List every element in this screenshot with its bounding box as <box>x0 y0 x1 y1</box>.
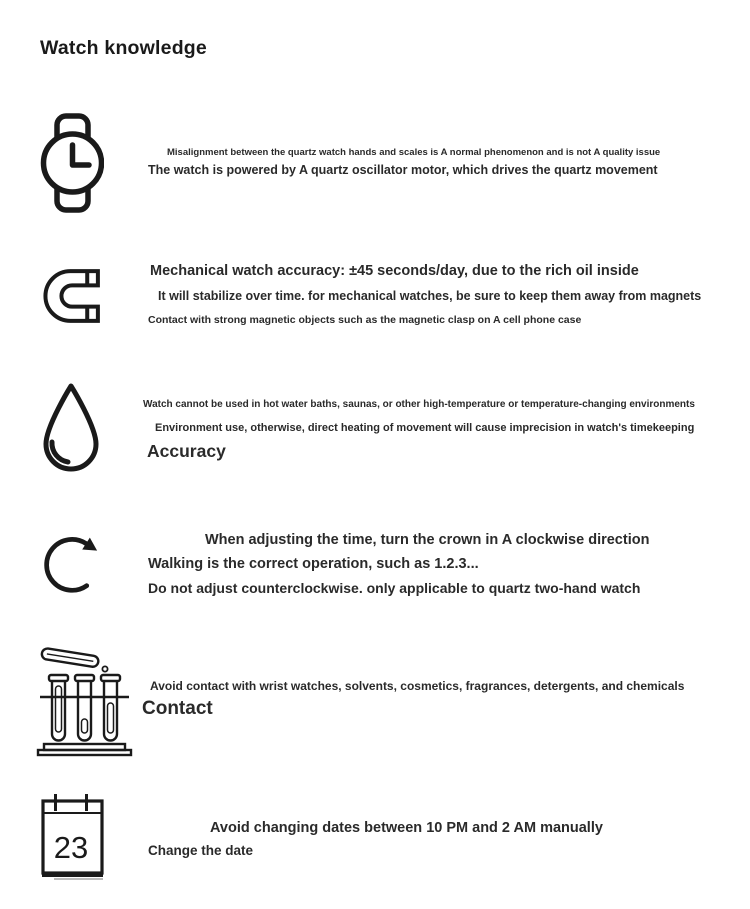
date-change-note: Avoid changing dates between 10 PM and 2 AM manually <box>210 820 603 836</box>
page-title: Watch knowledge <box>40 37 207 59</box>
date-change-heading: Change the date <box>148 843 254 858</box>
magnet-note-main: Mechanical watch accuracy: ±45 seconds/day, due to the rich oil inside <box>150 263 639 279</box>
contact-heading: Contact <box>142 698 213 719</box>
temperature-note-small: Watch cannot be used in hot water baths, saunas, or other high-temperature or temperature-changing environments <box>143 399 695 410</box>
magnet-icon <box>41 263 105 329</box>
adjust-note-warning: Do not adjust counterclockwise. only applicable to quartz two-hand watch <box>148 580 641 596</box>
quartz-note-small: Misalignment between the quartz watch hands and scales is A normal phenomenon and is not A quality issue <box>167 147 661 158</box>
adjust-note-secondary: Walking is the correct operation, such as 1.2.3... <box>148 556 479 572</box>
test-tubes-icon <box>36 641 134 759</box>
accuracy-heading: Accuracy <box>147 441 226 461</box>
water-drop-icon <box>38 381 104 477</box>
calendar-day-number: 23 <box>53 830 89 865</box>
temperature-note-secondary: Environment use, otherwise, direct heating of movement will cause imprecision in watch's timekeeping <box>155 422 695 434</box>
magnet-note-secondary: It will stabilize over time. for mechanical watches, be sure to keep them away from magnets <box>158 289 702 303</box>
clockwise-arrow-icon <box>41 524 107 600</box>
chemicals-note: Avoid contact with wrist watches, solvents, cosmetics, fragrances, detergents, and chemicals <box>150 679 685 693</box>
magnet-note-small: Contact with strong magnetic objects such as the magnetic clasp on A cell phone case <box>148 314 582 326</box>
adjust-note-main: When adjusting the time, turn the crown in A clockwise direction <box>205 532 650 548</box>
wrist-watch-icon <box>40 113 104 213</box>
quartz-note-main: The watch is powered by A quartz oscillator motor, which drives the quartz movement <box>148 163 658 177</box>
